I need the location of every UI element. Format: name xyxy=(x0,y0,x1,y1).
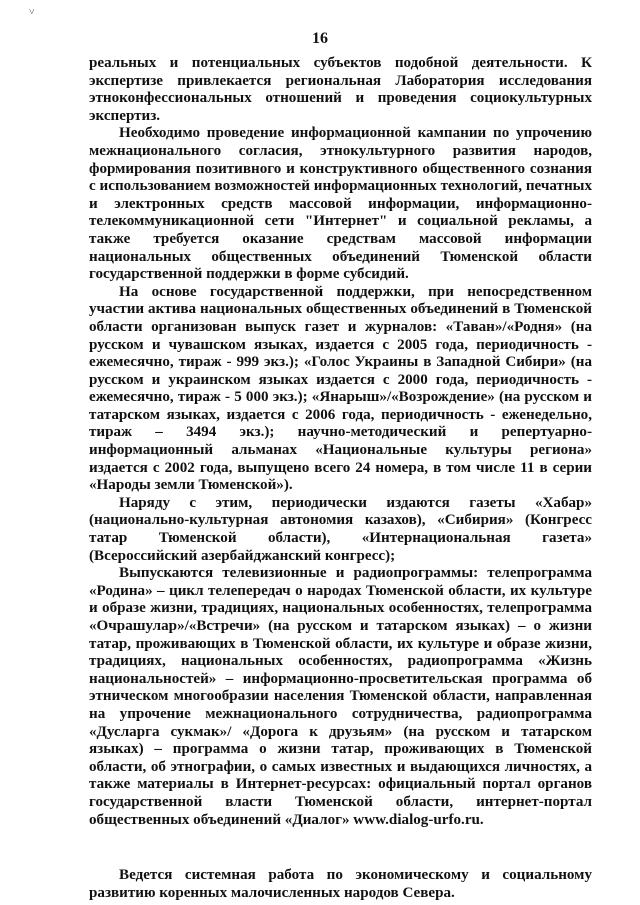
paragraph-1: реальных и потенциальных субъектов подобной деятельности. К экспертизе привлекается региональная Лаборатория исследования этноконфессиональных отношений и проведения социокультурных экспертиз. xyxy=(89,55,592,124)
paragraph-5: Выпускаются телевизионные и радиопрограммы: телепрограмма «Родина» – цикл телепередач о народах Тюменской области, их культуре и образе жизни, традициях, национальных особенностях, телепрограмма «Очрашулар»/«Встречи» (на русском и татарском языках) – о жизни татар, проживающих в Тюменской области, их культуре и образе жизни, традициях, национальных особенностях, радиопрограмма «Жизнь национальностей» – информационно-просветительская программа об этническом многообразии населения Тюменской области, направленная на упрочение межнационального сотрудничества, радиопрограмма «Дусларга сукмак»/ «Дорога к друзьям» (на русском и татарском языках) – программа о жизни татар, проживающих в Тюменской области, об этнографии, о самых известных и выдающихся личностях, а также материалы в Интернет-ресурсах: официальный портал органов государственной власти Тюменской области, интернет-портал общественных объединений «Диалог» www.dialog-urfo.ru. xyxy=(89,565,592,828)
corner-mark: ˅ xyxy=(29,7,35,18)
document-body xyxy=(89,55,592,902)
paragraph-2: Необходимо проведение информационной кампании по упрочению межнационального согласия, этнокультурного развития народов, формирования позитивного и конструктивного общественного сознания с использованием возможностей информационных технологий, печатных и электронных средств массовой информации, информационно-телекоммуникационной сети "Интернет" и социальной рекламы, а также требуется оказание средствам массовой информации национальных общественных объединений Тюменской области государственной поддержки в форме субсидий. xyxy=(89,125,592,283)
paragraph-4: Наряду с этим, периодически издаются газеты «Хабар» (национально-культурная автономия казахов), «Сибирия» (Конгресс татар Тюменской области), «Интернациональная газета» (Всероссийский азербайджанский конгресс); xyxy=(89,494,592,564)
paragraph-6: Ведется системная работа по экономическому и социальному развитию коренных малочисленных народов Севера. xyxy=(89,867,592,901)
paragraph-3: На основе государственной поддержки, при непосредственном участии актива национальных общественных объединений в Тюменской области организован выпуск газет и журналов: «Таван»/«Родня» (на русском и чувашском языках, издается с 2005 года, периодичность - ежемесячно, тираж - 999 экз.); «Голос Украины в Западной Сибири» (на русском и украинском языках издается с 2000 года, периодичность - ежемесячно, тираж - 5 000 экз.); «Янарыш»/«Возрождение» (на русском и татарском языках, издается с 2006 года, периодичность - еженедельно, тираж – 3494 экз.); научно-методический и репертуарно-информационный альманах «Национальные культуры региона» издается с 2002 года, выпущено всего 24 номера, в том числе 11 в серии «Народы земли Тюменской»). xyxy=(89,283,592,494)
page-number: 16 xyxy=(312,30,328,47)
